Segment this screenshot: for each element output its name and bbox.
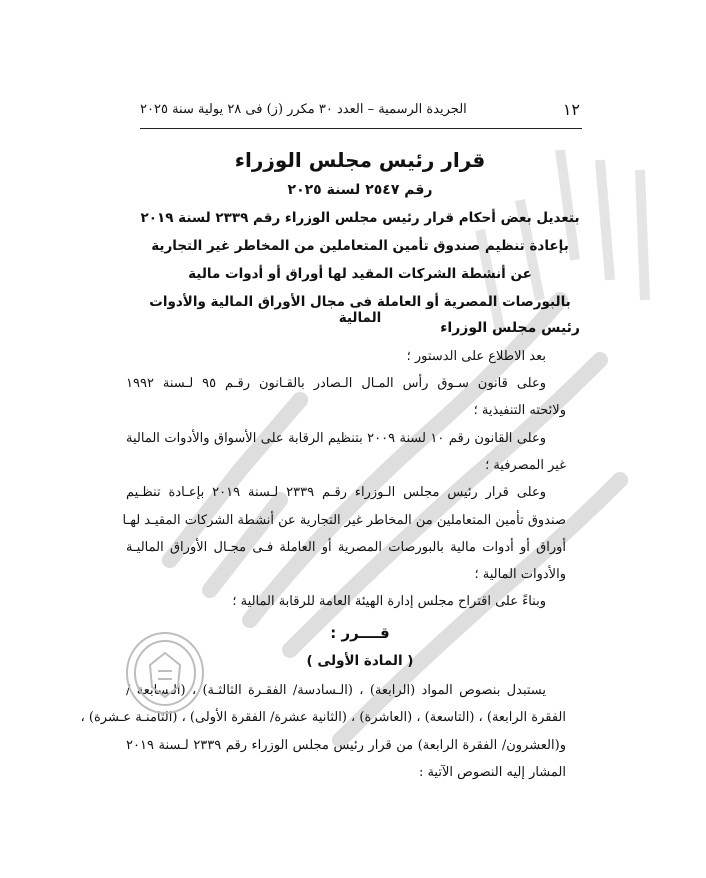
preamble-line: وبناءً على اقتراح مجلس إدارة الهيئة العامة للرقابة المالية ؛ xyxy=(232,594,546,609)
preamble-line: بعد الاطلاع على الدستور ؛ xyxy=(406,349,546,364)
preamble-line: غير المصرفية ؛ xyxy=(485,458,566,473)
preamble-line: أوراق أو أدوات مالية بالبورصات المصرية أو العاملة فـى مجـال الأوراق الماليـة xyxy=(126,540,566,555)
decided-heading: قــــرر : xyxy=(330,624,390,642)
decree-subject-line: بالبورصات المصرية أو العاملة فى مجال الأوراق المالية والأدوات المالية xyxy=(149,294,571,326)
decree-number: رقم ٢٥٤٧ لسنة ٢٠٢٥ xyxy=(287,182,433,198)
decree-title: قرار رئيس مجلس الوزراء xyxy=(234,148,486,172)
state-emblem-stamp xyxy=(120,625,210,720)
issuer-heading: رئيس مجلس الوزراء xyxy=(440,320,580,336)
preamble-line: وعلى قانون سـوق رأس المـال الـصادر بالقـانون رقـم ٩٥ لـسنة ١٩٩٢ xyxy=(126,376,546,391)
preamble-line: وعلى القانون رقم ١٠ لسنة ٢٠٠٩ بتنظيم الرقابة على الأسواق والأدوات المالية xyxy=(126,431,546,446)
article-text-line: الفقرة الرابعة) ، (التاسعة) ، (العاشرة) ، (الثانية عشرة/ الفقرة الأولى) ، (الثامنـة عـشرة) ، xyxy=(80,710,566,725)
preamble-line: والأدوات المالية ؛ xyxy=(474,567,566,582)
article-heading: ( المادة الأولى ) xyxy=(306,653,414,669)
decree-subject-line: عن أنشطة الشركات المقيد لها أوراق أو أدوات مالية xyxy=(188,266,532,282)
article-text-line: و(العشرون/ الفقرة الرابعة) من قرار رئيس مجلس الوزراء رقم ٢٣٣٩ لـسنة ٢٠١٩ xyxy=(126,738,566,753)
preamble-line: صندوق تأمين المتعاملين من المخاطر غير التجارية عن أنشطة الشركات المقيـد لهـا xyxy=(122,513,566,528)
article-text-line: المشار إليه النصوص الآتية : xyxy=(418,765,566,780)
decree-subject-line: بتعديل بعض أحكام قرار رئيس مجلس الوزراء رقم ٢٣٣٩ لسنة ٢٠١٩ xyxy=(140,210,580,226)
preamble-line: وعلى قرار رئيس مجلس الـوزراء رقـم ٢٣٣٩ لـسنة ٢٠١٩ بإعـادة تنظـيم xyxy=(126,485,546,500)
header-divider xyxy=(140,128,582,129)
preamble-line: ولائحته التنفيذية ؛ xyxy=(473,403,566,418)
decree-subject-line: بإعادة تنظيم صندوق تأمين المتعاملين من المخاطر غير التجارية xyxy=(151,238,569,254)
page-header xyxy=(140,100,580,122)
gazette-issue-line: الجريدة الرسمية – العدد ٣٠ مكرر (ز) فى ٢٨ يولية سنة ٢٠٢٥ xyxy=(140,102,467,117)
page-number: ١٢ xyxy=(562,100,580,119)
article-text-line: يستبدل بنصوص المواد (الرابعة) ، (الـسادسة/ الفقـرة الثالثـة) ، (الـسابعة / xyxy=(126,683,546,698)
